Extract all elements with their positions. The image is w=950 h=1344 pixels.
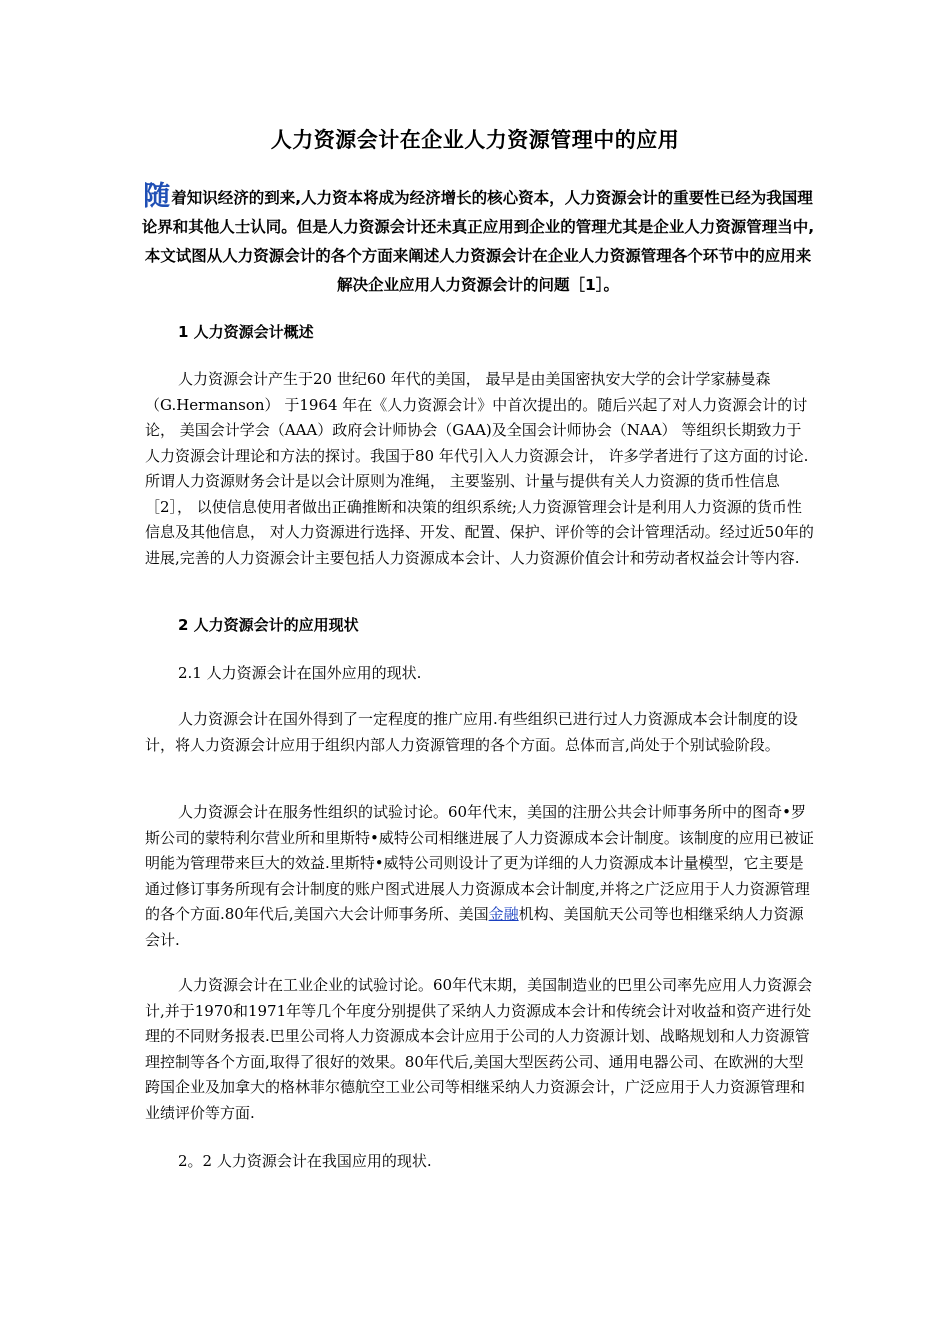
section-2-1-paragraph-1 — [145, 707, 815, 758]
section-2-1-paragraph-3 — [145, 973, 815, 1126]
section-2-2-heading: 2。2 人力资源会计在我国应用的现状. — [178, 1152, 432, 1170]
document-title: 人力资源会计在企业人力资源管理中的应用 — [270, 128, 680, 152]
abstract — [140, 182, 816, 300]
paragraph-text: 人力资源会计产生于20 世纪60 年代的美国， 最早是由美国密执安大学的会计学家赫曼森（G.Hermanson） 于1964 年在《人力资源会计》中首次提出的。随后兴起了对人力资源会计的讨论， 美国会计学会（AAA）政府会计师协会（GAA)及全国会计师协会（NAA） 等组织长期致力于人力资源会计理论和方法的探讨。我国于80 年代引入人力资源会计， 许多学者进行了这方面的讨论.所谓人力资源财务会计是以会计原则为准绳， 主要鉴别、计量与提供有关人力资源的货币性信息［2］， 以使信息使用者做出正确推断和决策的组织系统;人力资源管理会计是利用人力资源的货币性信息及其他信息， 对人力资源进行选择、开发、配置、保护、评价等的会计管理活动。经过近50年的进展,完善的人力资源会计主要包括人力资源成本会计、人力资源价值会计和劳动者权益会计等内容. — [145, 370, 814, 567]
paragraph-text: 人力资源会计在国外得到了一定程度的推广应用.有些组织已进行过人力资源成本会计制度的设计，将人力资源会计应用于组织内部人力资源管理的各个方面。总体而言,尚处于个别试验阶段。 — [145, 710, 798, 754]
paragraph-text: 人力资源会计在工业企业的试验讨论。60年代末期，美国制造业的巴里公司率先应用人力资源会计,并于1970和1971年等几个年度分别提供了采纳人力资源成本会计和传统会计对收益和资产进行处理的不同财务报表.巴里公司将人力资源成本会计应用于公司的人力资源计划、战略规划和人力资源管理控制等各个方面,取得了很好的效果。80年代后,美国大型医药公司、通用电器公司、在欧洲的大型跨国企业及加拿大的格林菲尔德航空工业公司等相继采纳人力资源会计，广泛应用于人力资源管理和业绩评价等方面. — [145, 976, 813, 1122]
section-1-heading: 1 人力资源会计概述 — [178, 323, 314, 341]
abstract-text: 着知识经济的到来,人力资本将成为经济增长的核心资本，人力资源会计的重要性已经为我国理论界和其他人士认同。但是人力资源会计还未真正应用到企业的管理尤其是企业人力资源管理当中,本文试图从人力资源会计的各个方面来阐述人力资源会计在企业人力资源管理各个环节中的应用来解决企业应用人力资源会计的问题［1］。 — [141, 189, 815, 294]
section-2-heading: 2 人力资源会计的应用现状 — [178, 616, 359, 634]
drop-cap: 随 — [143, 181, 171, 212]
paragraph-text: 人力资源会计在服务性组织的试验讨论。60年代末，美国的注册公共会计师事务所中的图奇•罗斯公司的蒙特利尔营业所和里斯特•威特公司相继进展了人力资源成本会计制度。该制度的应用已被证明能为管理带来巨大的效益.里斯特•威特公司则设计了更为详细的人力资源成本计量模型，它主要是通过修订事务所现有会计制度的账户图式进展人力资源成本会计制度,并将之广泛应用于人力资源管理的各个方面.80年代后,美国六大会计师事务所、美国 — [145, 803, 814, 923]
finance-link[interactable]: 金融 — [488, 905, 519, 923]
section-2-1-heading: 2.1 人力资源会计在国外应用的现状. — [178, 664, 422, 682]
section-2-1-paragraph-2 — [145, 800, 815, 953]
paragraph-text-end: 机构、美国航天公司等也相继采纳人力资源会计. — [145, 905, 804, 949]
section-1-paragraph — [145, 367, 815, 571]
